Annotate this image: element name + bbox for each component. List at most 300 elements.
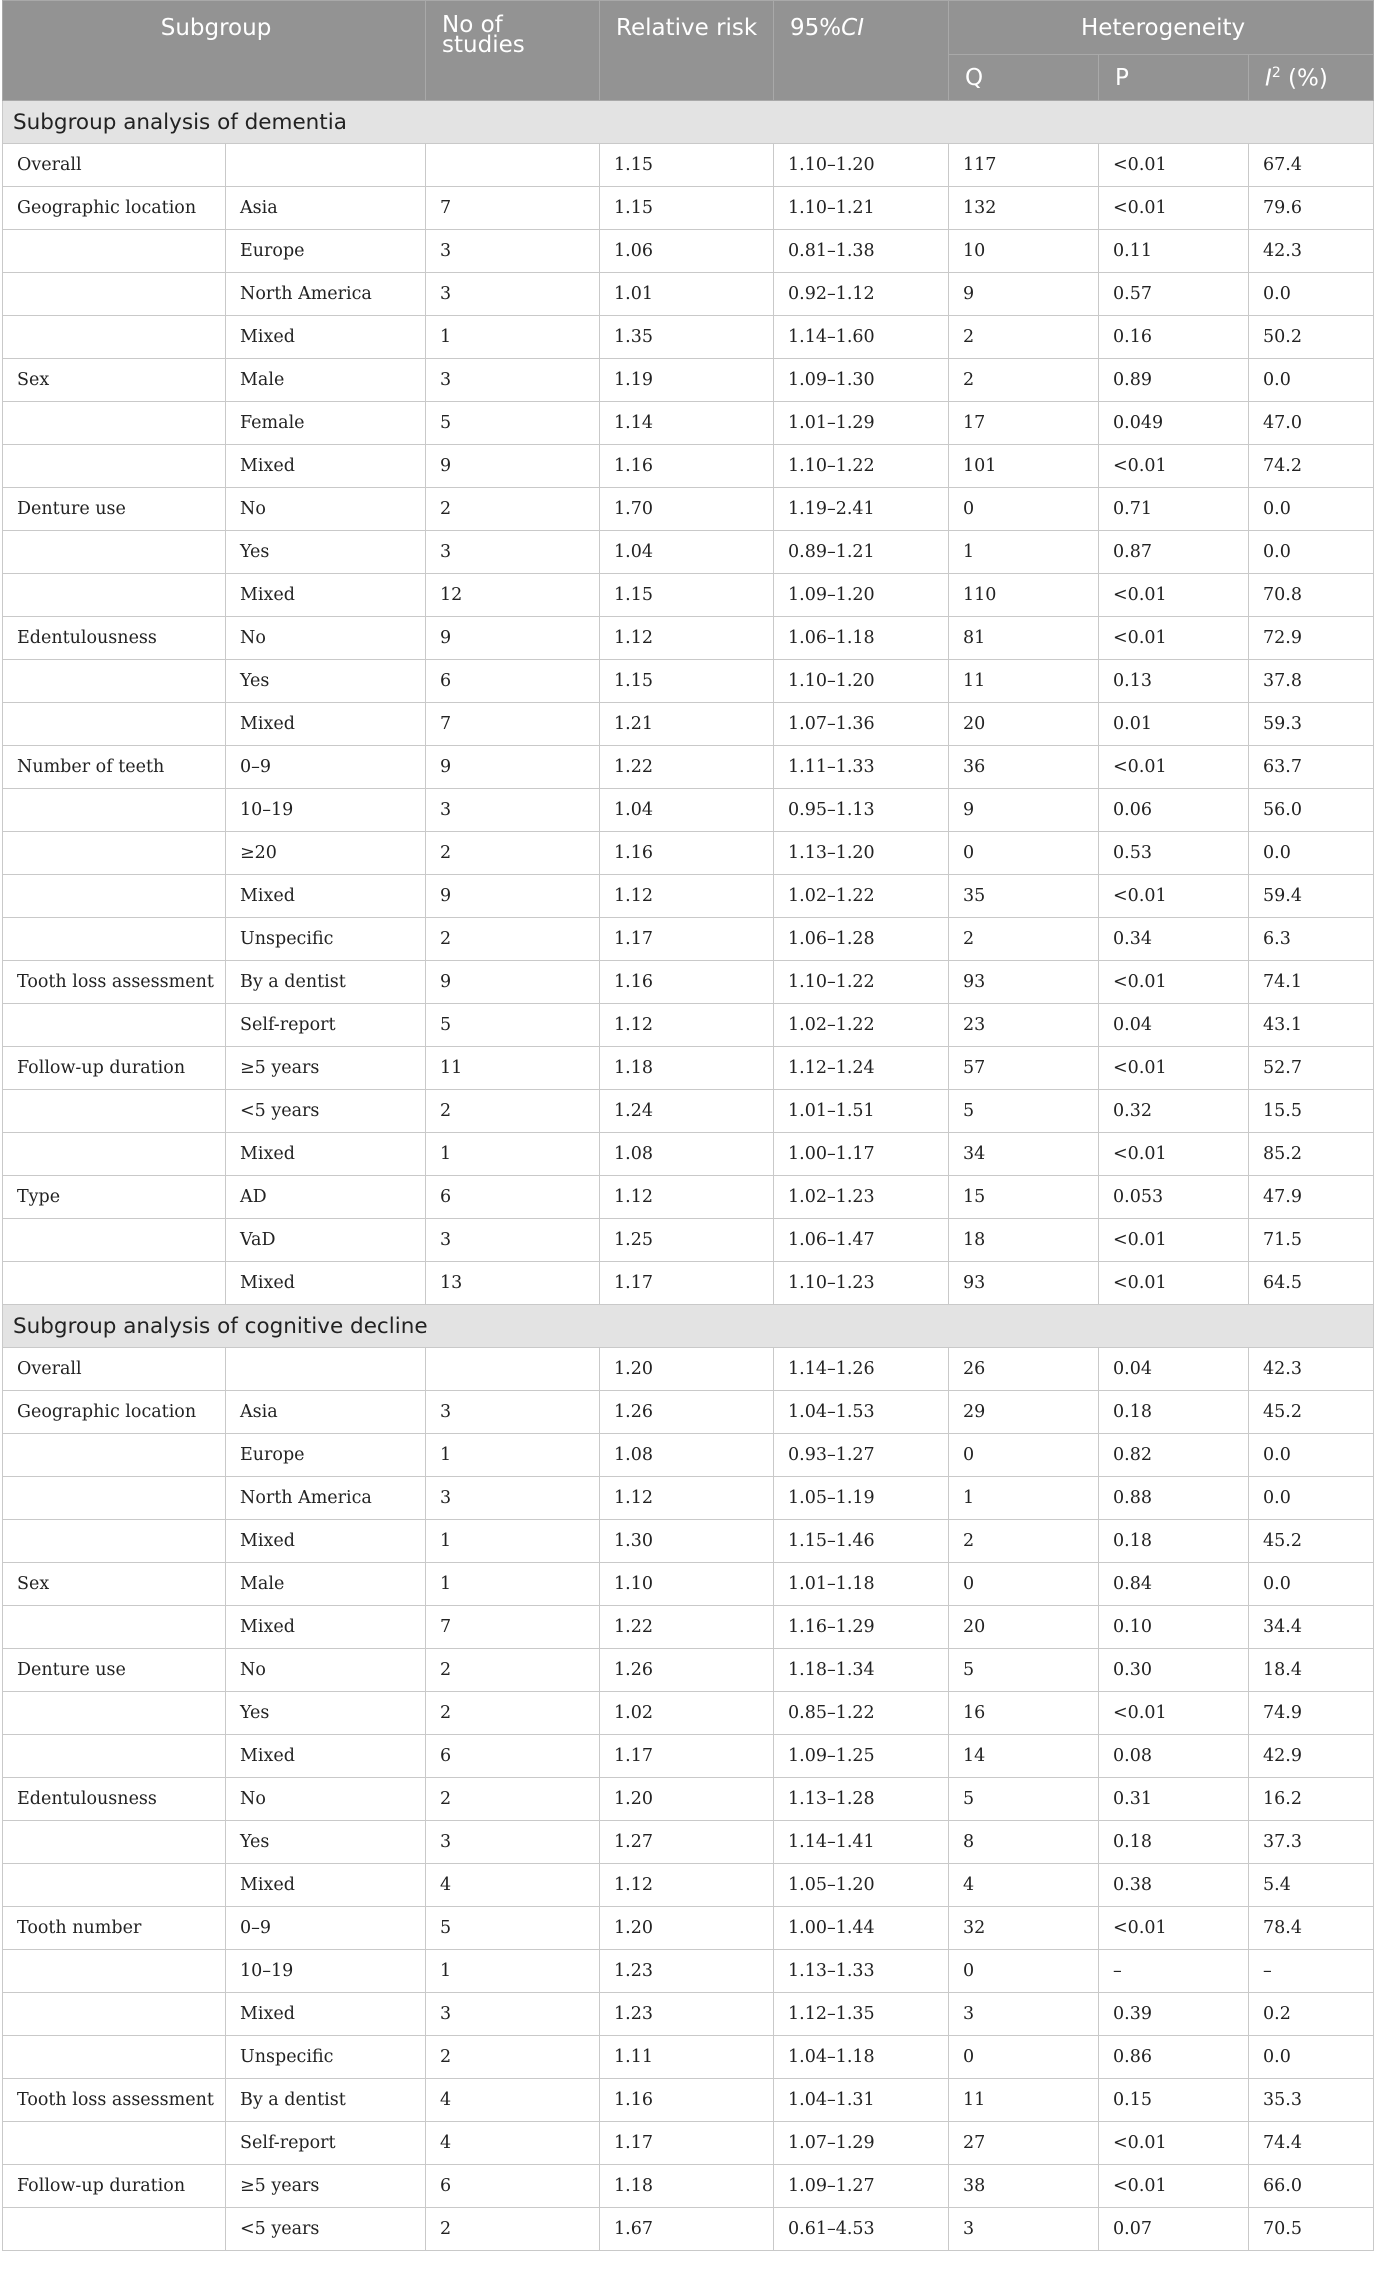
relative-risk-cell: 1.10 — [600, 1563, 774, 1606]
p-value-cell: 0.38 — [1099, 1864, 1249, 1907]
p-value-cell: <0.01 — [1099, 875, 1249, 918]
studies-count-cell: 9 — [426, 875, 600, 918]
table-row — [3, 875, 1374, 918]
q-value-cell: 26 — [949, 1348, 1099, 1391]
confidence-interval-cell: 1.02–1.22 — [774, 1004, 949, 1047]
q-value-cell: 38 — [949, 2165, 1099, 2208]
i2-value-cell: 67.4 — [1249, 144, 1374, 187]
level-cell: North America — [226, 273, 426, 316]
studies-count-cell: 4 — [426, 1864, 600, 1907]
header-q: Q — [949, 55, 1099, 101]
studies-count-cell — [426, 1348, 600, 1391]
relative-risk-cell: 1.12 — [600, 617, 774, 660]
studies-count-cell: 3 — [426, 359, 600, 402]
table-row — [3, 187, 1374, 230]
level-cell: Male — [226, 359, 426, 402]
q-value-cell: 11 — [949, 660, 1099, 703]
confidence-interval-cell: 0.92–1.12 — [774, 273, 949, 316]
subgroup-cell: Edentulousness — [3, 617, 226, 660]
p-value-cell: 0.049 — [1099, 402, 1249, 445]
i2-value-cell: 50.2 — [1249, 316, 1374, 359]
subgroup-cell — [3, 1004, 226, 1047]
level-cell: ≥5 years — [226, 1047, 426, 1090]
subgroup-cell: Follow-up duration — [3, 1047, 226, 1090]
i2-value-cell: 74.4 — [1249, 2122, 1374, 2165]
q-value-cell: 34 — [949, 1133, 1099, 1176]
studies-count-cell: 3 — [426, 273, 600, 316]
header-subgroup: Subgroup — [3, 1, 426, 101]
i2-value-cell: 42.3 — [1249, 230, 1374, 273]
q-value-cell: 16 — [949, 1692, 1099, 1735]
subgroup-cell: Denture use — [3, 488, 226, 531]
studies-count-cell: 3 — [426, 531, 600, 574]
level-cell: AD — [226, 1176, 426, 1219]
q-value-cell: 17 — [949, 402, 1099, 445]
level-cell: <5 years — [226, 2208, 426, 2251]
q-value-cell: 3 — [949, 2208, 1099, 2251]
i2-value-cell: – — [1249, 1950, 1374, 1993]
relative-risk-cell: 1.08 — [600, 1133, 774, 1176]
level-cell: Mixed — [226, 1993, 426, 2036]
table-header — [3, 1, 1374, 101]
studies-count-cell: 1 — [426, 1563, 600, 1606]
i2-value-cell: 42.9 — [1249, 1735, 1374, 1778]
studies-count-cell: 3 — [426, 230, 600, 273]
table-row — [3, 1004, 1374, 1047]
p-value-cell: 0.87 — [1099, 531, 1249, 574]
section-row — [3, 101, 1374, 144]
q-value-cell: 32 — [949, 1907, 1099, 1950]
table-row — [3, 1950, 1374, 1993]
q-value-cell: 9 — [949, 273, 1099, 316]
q-value-cell: 0 — [949, 488, 1099, 531]
confidence-interval-cell: 1.18–1.34 — [774, 1649, 949, 1692]
subgroup-cell — [3, 402, 226, 445]
subgroup-cell: Geographic location — [3, 1391, 226, 1434]
q-value-cell: 36 — [949, 746, 1099, 789]
level-cell: Yes — [226, 1821, 426, 1864]
i2-value-cell: 18.4 — [1249, 1649, 1374, 1692]
subgroup-cell — [3, 445, 226, 488]
subgroup-cell — [3, 1520, 226, 1563]
relative-risk-cell: 1.15 — [600, 144, 774, 187]
confidence-interval-cell: 1.09–1.30 — [774, 359, 949, 402]
studies-count-cell: 1 — [426, 316, 600, 359]
relative-risk-cell: 1.21 — [600, 703, 774, 746]
confidence-interval-cell: 1.07–1.29 — [774, 2122, 949, 2165]
subgroup-cell: Number of teeth — [3, 746, 226, 789]
header-i2-unit: (%) — [1280, 65, 1328, 92]
studies-count-cell — [426, 144, 600, 187]
p-value-cell: <0.01 — [1099, 574, 1249, 617]
p-value-cell: 0.82 — [1099, 1434, 1249, 1477]
level-cell: <5 years — [226, 1090, 426, 1133]
subgroup-cell: Sex — [3, 1563, 226, 1606]
subgroup-cell — [3, 531, 226, 574]
p-value-cell: <0.01 — [1099, 617, 1249, 660]
table-row — [3, 2079, 1374, 2122]
relative-risk-cell: 1.27 — [600, 1821, 774, 1864]
confidence-interval-cell: 0.81–1.38 — [774, 230, 949, 273]
subgroup-cell: Tooth loss assessment — [3, 961, 226, 1004]
q-value-cell: 15 — [949, 1176, 1099, 1219]
header-heterogeneity: Heterogeneity — [949, 1, 1374, 55]
level-cell: By a dentist — [226, 961, 426, 1004]
table-row — [3, 488, 1374, 531]
relative-risk-cell: 1.19 — [600, 359, 774, 402]
level-cell: Mixed — [226, 875, 426, 918]
p-value-cell: 0.53 — [1099, 832, 1249, 875]
q-value-cell: 2 — [949, 918, 1099, 961]
studies-count-cell: 9 — [426, 445, 600, 488]
confidence-interval-cell: 1.09–1.20 — [774, 574, 949, 617]
relative-risk-cell: 1.26 — [600, 1649, 774, 1692]
q-value-cell: 2 — [949, 1520, 1099, 1563]
subgroup-cell — [3, 918, 226, 961]
studies-count-cell: 3 — [426, 1219, 600, 1262]
confidence-interval-cell: 1.00–1.17 — [774, 1133, 949, 1176]
subgroup-cell: Geographic location — [3, 187, 226, 230]
confidence-interval-cell: 1.10–1.21 — [774, 187, 949, 230]
relative-risk-cell: 1.22 — [600, 1606, 774, 1649]
i2-value-cell: 66.0 — [1249, 2165, 1374, 2208]
relative-risk-cell: 1.35 — [600, 316, 774, 359]
i2-value-cell: 37.8 — [1249, 660, 1374, 703]
confidence-interval-cell: 1.05–1.20 — [774, 1864, 949, 1907]
table-row — [3, 445, 1374, 488]
confidence-interval-cell: 0.61–4.53 — [774, 2208, 949, 2251]
p-value-cell: 0.053 — [1099, 1176, 1249, 1219]
section-title: Subgroup analysis of cognitive decline — [3, 1305, 1374, 1348]
level-cell: No — [226, 617, 426, 660]
studies-count-cell: 2 — [426, 488, 600, 531]
confidence-interval-cell: 1.14–1.41 — [774, 1821, 949, 1864]
studies-count-cell: 6 — [426, 1735, 600, 1778]
q-value-cell: 101 — [949, 445, 1099, 488]
q-value-cell: 0 — [949, 1563, 1099, 1606]
confidence-interval-cell: 1.02–1.23 — [774, 1176, 949, 1219]
p-value-cell: – — [1099, 1950, 1249, 1993]
p-value-cell: 0.30 — [1099, 1649, 1249, 1692]
relative-risk-cell: 1.23 — [600, 1993, 774, 2036]
i2-value-cell: 78.4 — [1249, 1907, 1374, 1950]
q-value-cell: 10 — [949, 230, 1099, 273]
studies-count-cell: 11 — [426, 1047, 600, 1090]
q-value-cell: 4 — [949, 1864, 1099, 1907]
subgroup-cell — [3, 832, 226, 875]
q-value-cell: 11 — [949, 2079, 1099, 2122]
table-row — [3, 1090, 1374, 1133]
subgroup-cell: Overall — [3, 1348, 226, 1391]
relative-risk-cell: 1.08 — [600, 1434, 774, 1477]
subgroup-cell — [3, 703, 226, 746]
i2-value-cell: 45.2 — [1249, 1520, 1374, 1563]
subgroup-cell — [3, 1692, 226, 1735]
relative-risk-cell: 1.16 — [600, 832, 774, 875]
relative-risk-cell: 1.12 — [600, 1864, 774, 1907]
confidence-interval-cell: 1.07–1.36 — [774, 703, 949, 746]
i2-value-cell: 5.4 — [1249, 1864, 1374, 1907]
level-cell: No — [226, 488, 426, 531]
q-value-cell: 2 — [949, 316, 1099, 359]
p-value-cell: 0.89 — [1099, 359, 1249, 402]
q-value-cell: 0 — [949, 832, 1099, 875]
i2-value-cell: 0.0 — [1249, 531, 1374, 574]
relative-risk-cell: 1.16 — [600, 445, 774, 488]
p-value-cell: <0.01 — [1099, 1692, 1249, 1735]
q-value-cell: 5 — [949, 1778, 1099, 1821]
subgroup-cell: Overall — [3, 144, 226, 187]
table-row — [3, 746, 1374, 789]
p-value-cell: <0.01 — [1099, 1262, 1249, 1305]
p-value-cell: 0.57 — [1099, 273, 1249, 316]
q-value-cell: 3 — [949, 1993, 1099, 2036]
subgroup-cell — [3, 1219, 226, 1262]
level-cell: Self-report — [226, 2122, 426, 2165]
studies-count-cell: 2 — [426, 1692, 600, 1735]
studies-count-cell: 9 — [426, 617, 600, 660]
i2-value-cell: 71.5 — [1249, 1219, 1374, 1262]
level-cell: VaD — [226, 1219, 426, 1262]
confidence-interval-cell: 1.10–1.20 — [774, 144, 949, 187]
relative-risk-cell: 1.17 — [600, 1735, 774, 1778]
confidence-interval-cell: 1.02–1.22 — [774, 875, 949, 918]
table-row — [3, 1391, 1374, 1434]
relative-risk-cell: 1.04 — [600, 789, 774, 832]
table-row — [3, 660, 1374, 703]
q-value-cell: 23 — [949, 1004, 1099, 1047]
confidence-interval-cell: 1.01–1.51 — [774, 1090, 949, 1133]
p-value-cell: <0.01 — [1099, 445, 1249, 488]
i2-value-cell: 59.4 — [1249, 875, 1374, 918]
studies-count-cell: 2 — [426, 918, 600, 961]
i2-value-cell: 74.9 — [1249, 1692, 1374, 1735]
q-value-cell: 110 — [949, 574, 1099, 617]
studies-count-cell: 2 — [426, 1090, 600, 1133]
studies-count-cell: 1 — [426, 1950, 600, 1993]
relative-risk-cell: 1.26 — [600, 1391, 774, 1434]
q-value-cell: 18 — [949, 1219, 1099, 1262]
studies-count-cell: 3 — [426, 1821, 600, 1864]
studies-count-cell: 3 — [426, 1477, 600, 1520]
i2-value-cell: 45.2 — [1249, 1391, 1374, 1434]
table-row — [3, 230, 1374, 273]
confidence-interval-cell: 1.13–1.28 — [774, 1778, 949, 1821]
p-value-cell: 0.06 — [1099, 789, 1249, 832]
level-cell: Yes — [226, 531, 426, 574]
q-value-cell: 93 — [949, 1262, 1099, 1305]
subgroup-cell: Tooth loss assessment — [3, 2079, 226, 2122]
studies-count-cell: 4 — [426, 2122, 600, 2165]
studies-count-cell: 6 — [426, 2165, 600, 2208]
p-value-cell: 0.13 — [1099, 660, 1249, 703]
i2-value-cell: 72.9 — [1249, 617, 1374, 660]
header-i2-base: I — [1265, 65, 1272, 92]
studies-count-cell: 2 — [426, 2208, 600, 2251]
confidence-interval-cell: 1.10–1.20 — [774, 660, 949, 703]
studies-count-cell: 9 — [426, 746, 600, 789]
subgroup-cell — [3, 1606, 226, 1649]
i2-value-cell: 85.2 — [1249, 1133, 1374, 1176]
table-row — [3, 961, 1374, 1004]
q-value-cell: 5 — [949, 1090, 1099, 1133]
studies-count-cell: 3 — [426, 789, 600, 832]
i2-value-cell: 15.5 — [1249, 1090, 1374, 1133]
subgroup-cell — [3, 2208, 226, 2251]
i2-value-cell: 34.4 — [1249, 1606, 1374, 1649]
subgroup-cell: Tooth number — [3, 1907, 226, 1950]
confidence-interval-cell: 1.06–1.18 — [774, 617, 949, 660]
relative-risk-cell: 1.30 — [600, 1520, 774, 1563]
q-value-cell: 93 — [949, 961, 1099, 1004]
subgroup-cell — [3, 1993, 226, 2036]
p-value-cell: <0.01 — [1099, 1047, 1249, 1090]
subgroup-cell — [3, 1821, 226, 1864]
table-row — [3, 1219, 1374, 1262]
p-value-cell: 0.86 — [1099, 2036, 1249, 2079]
table-row — [3, 789, 1374, 832]
confidence-interval-cell: 1.06–1.47 — [774, 1219, 949, 1262]
i2-value-cell: 0.0 — [1249, 359, 1374, 402]
table-row — [3, 2165, 1374, 2208]
table-row — [3, 2122, 1374, 2165]
studies-count-cell: 2 — [426, 832, 600, 875]
level-cell — [226, 144, 426, 187]
relative-risk-cell: 1.20 — [600, 1778, 774, 1821]
relative-risk-cell: 1.16 — [600, 2079, 774, 2122]
table-row — [3, 1864, 1374, 1907]
relative-risk-cell: 1.12 — [600, 1477, 774, 1520]
subgroup-cell — [3, 1950, 226, 1993]
table-body — [3, 101, 1374, 2251]
relative-risk-cell: 1.17 — [600, 1262, 774, 1305]
p-value-cell: 0.01 — [1099, 703, 1249, 746]
header-relative-risk: Relative risk — [600, 1, 774, 101]
relative-risk-cell: 1.01 — [600, 273, 774, 316]
relative-risk-cell: 1.15 — [600, 660, 774, 703]
studies-count-cell: 4 — [426, 2079, 600, 2122]
relative-risk-cell: 1.67 — [600, 2208, 774, 2251]
i2-value-cell: 6.3 — [1249, 918, 1374, 961]
table-row — [3, 918, 1374, 961]
table-row — [3, 1477, 1374, 1520]
relative-risk-cell: 1.24 — [600, 1090, 774, 1133]
level-cell: Unspecific — [226, 2036, 426, 2079]
table-row — [3, 574, 1374, 617]
p-value-cell: <0.01 — [1099, 1133, 1249, 1176]
i2-value-cell: 64.5 — [1249, 1262, 1374, 1305]
i2-value-cell: 37.3 — [1249, 1821, 1374, 1864]
level-cell: Mixed — [226, 1735, 426, 1778]
studies-count-cell: 3 — [426, 1391, 600, 1434]
subgroup-cell — [3, 574, 226, 617]
level-cell: Yes — [226, 660, 426, 703]
level-cell: Mixed — [226, 574, 426, 617]
i2-value-cell: 70.5 — [1249, 2208, 1374, 2251]
i2-value-cell: 79.6 — [1249, 187, 1374, 230]
table-row — [3, 1434, 1374, 1477]
level-cell: Asia — [226, 1391, 426, 1434]
confidence-interval-cell: 1.14–1.60 — [774, 316, 949, 359]
i2-value-cell: 35.3 — [1249, 2079, 1374, 2122]
p-value-cell: 0.34 — [1099, 918, 1249, 961]
level-cell: Mixed — [226, 1520, 426, 1563]
i2-value-cell: 52.7 — [1249, 1047, 1374, 1090]
relative-risk-cell: 1.12 — [600, 1176, 774, 1219]
q-value-cell: 5 — [949, 1649, 1099, 1692]
i2-value-cell: 59.3 — [1249, 703, 1374, 746]
q-value-cell: 27 — [949, 2122, 1099, 2165]
table-row — [3, 1993, 1374, 2036]
p-value-cell: <0.01 — [1099, 1219, 1249, 1262]
table-row — [3, 832, 1374, 875]
p-value-cell: <0.01 — [1099, 144, 1249, 187]
relative-risk-cell: 1.23 — [600, 1950, 774, 1993]
level-cell: Female — [226, 402, 426, 445]
relative-risk-cell: 1.16 — [600, 961, 774, 1004]
i2-value-cell: 42.3 — [1249, 1348, 1374, 1391]
studies-count-cell: 12 — [426, 574, 600, 617]
i2-value-cell: 63.7 — [1249, 746, 1374, 789]
studies-count-cell: 5 — [426, 1004, 600, 1047]
p-value-cell: 0.39 — [1099, 1993, 1249, 2036]
relative-risk-cell: 1.11 — [600, 2036, 774, 2079]
subgroup-cell — [3, 2122, 226, 2165]
level-cell: North America — [226, 1477, 426, 1520]
relative-risk-cell: 1.20 — [600, 1907, 774, 1950]
q-value-cell: 2 — [949, 359, 1099, 402]
confidence-interval-cell: 1.13–1.33 — [774, 1950, 949, 1993]
level-cell: Yes — [226, 1692, 426, 1735]
table-row — [3, 703, 1374, 746]
confidence-interval-cell: 0.93–1.27 — [774, 1434, 949, 1477]
studies-count-cell: 7 — [426, 1606, 600, 1649]
confidence-interval-cell: 1.01–1.18 — [774, 1563, 949, 1606]
q-value-cell: 35 — [949, 875, 1099, 918]
subgroup-cell: Type — [3, 1176, 226, 1219]
table-row — [3, 1262, 1374, 1305]
subgroup-cell — [3, 1262, 226, 1305]
i2-value-cell: 0.0 — [1249, 2036, 1374, 2079]
q-value-cell: 0 — [949, 1950, 1099, 1993]
studies-count-cell: 3 — [426, 1993, 600, 2036]
q-value-cell: 29 — [949, 1391, 1099, 1434]
header-no-of-studies: No of studies — [426, 1, 600, 101]
p-value-cell: 0.08 — [1099, 1735, 1249, 1778]
relative-risk-cell: 1.12 — [600, 875, 774, 918]
confidence-interval-cell: 1.14–1.26 — [774, 1348, 949, 1391]
i2-value-cell: 0.0 — [1249, 273, 1374, 316]
q-value-cell: 57 — [949, 1047, 1099, 1090]
studies-count-cell: 2 — [426, 2036, 600, 2079]
level-cell: Mixed — [226, 445, 426, 488]
i2-value-cell: 74.1 — [1249, 961, 1374, 1004]
relative-risk-cell: 1.15 — [600, 574, 774, 617]
section-row — [3, 1305, 1374, 1348]
confidence-interval-cell: 1.10–1.22 — [774, 961, 949, 1004]
subgroup-cell — [3, 230, 226, 273]
relative-risk-cell: 1.18 — [600, 2165, 774, 2208]
confidence-interval-cell: 1.01–1.29 — [774, 402, 949, 445]
table-row — [3, 144, 1374, 187]
confidence-interval-cell: 1.11–1.33 — [774, 746, 949, 789]
i2-value-cell: 0.2 — [1249, 1993, 1374, 2036]
p-value-cell: <0.01 — [1099, 2122, 1249, 2165]
confidence-interval-cell: 1.09–1.27 — [774, 2165, 949, 2208]
p-value-cell: 0.18 — [1099, 1821, 1249, 1864]
studies-count-cell: 6 — [426, 1176, 600, 1219]
table-row — [3, 359, 1374, 402]
